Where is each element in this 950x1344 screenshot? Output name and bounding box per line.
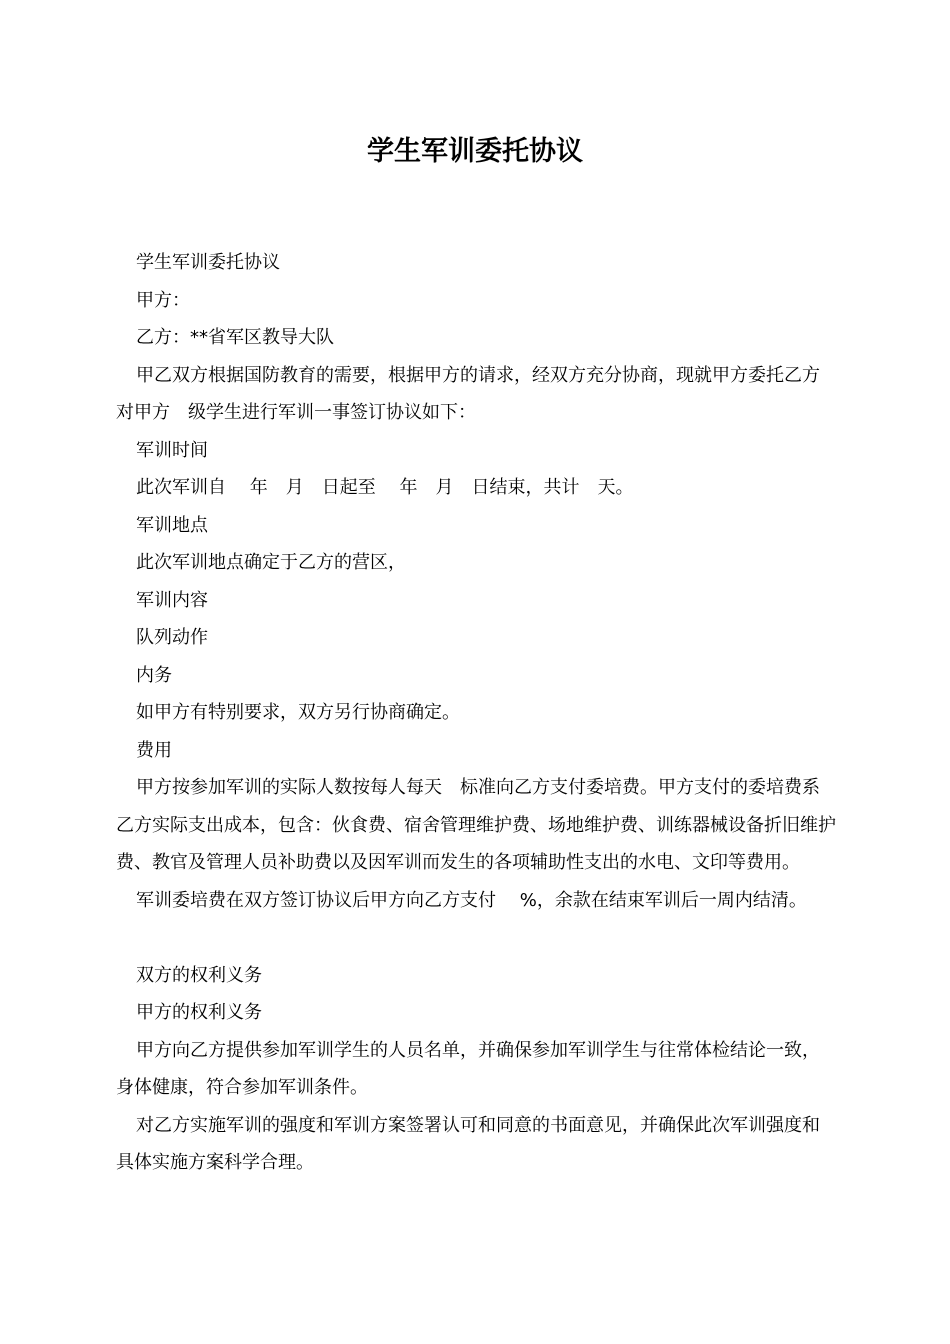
subsection-heading-party-a-rights: 甲方的权利义务 <box>136 1002 262 1023</box>
blank-line <box>116 919 836 957</box>
document-body <box>116 244 836 1182</box>
section-heading-time: 军训时间 <box>136 439 208 461</box>
paragraph-fees-payment: 军训委培费在双方签订协议后甲方向乙方支付 %，余款在结束军训后一周内结清。 <box>136 889 807 911</box>
section-heading-fees: 费用 <box>136 739 172 761</box>
paragraph-party-a-roster: 甲方向乙方提供参加军训学生的人员名单，并确保参加军训学生与往常体检结论一致，身体健康，符合参加军训条件。 <box>116 1039 820 1098</box>
section-heading-location: 军训地点 <box>136 514 208 536</box>
paragraph-intro: 甲乙双方根据国防教育的需要，根据甲方的请求，经双方充分协商，现就甲方委托乙方对甲方 级学生进行军训一事签订协议如下： <box>116 364 820 423</box>
paragraph-heading: 学生军训委托协议 <box>136 252 280 273</box>
paragraph-party-a-approval: 对乙方实施军训的强度和军训方案签署认可和同意的书面意见，并确保此次军训强度和具体实施方案科学合理。 <box>116 1114 820 1173</box>
document-title: 学生军训委托协议 <box>367 136 583 167</box>
paragraph-fees: 甲方按参加军训的实际人数按每人每天 标准向乙方支付委培费。甲方支付的委培费系乙方实际支出成本，包含：伙食费、宿舍管理维护费、场地维护费、训练器械设备折旧维护费、教官及管理人员补助费以及因军训而发生的各项辅助性支出的水电、文印等费用。 <box>116 777 836 873</box>
section-heading-content: 军训内容 <box>136 589 208 611</box>
paragraph-content-special: 如甲方有特别要求，双方另行协商确定。 <box>136 702 460 723</box>
paragraph-party-a: 甲方： <box>136 289 190 311</box>
section-heading-rights: 双方的权利义务 <box>136 964 262 986</box>
paragraph-content-housekeeping: 内务 <box>136 664 172 686</box>
paragraph-time: 此次军训自 年 月 日起至 年 月 日结束，共计 天。 <box>136 477 634 498</box>
paragraph-party-b: 乙方：**省军区教导大队 <box>136 327 334 348</box>
paragraph-content-drill: 队列动作 <box>136 627 208 648</box>
paragraph-location: 此次军训地点确定于乙方的营区， <box>136 552 406 573</box>
